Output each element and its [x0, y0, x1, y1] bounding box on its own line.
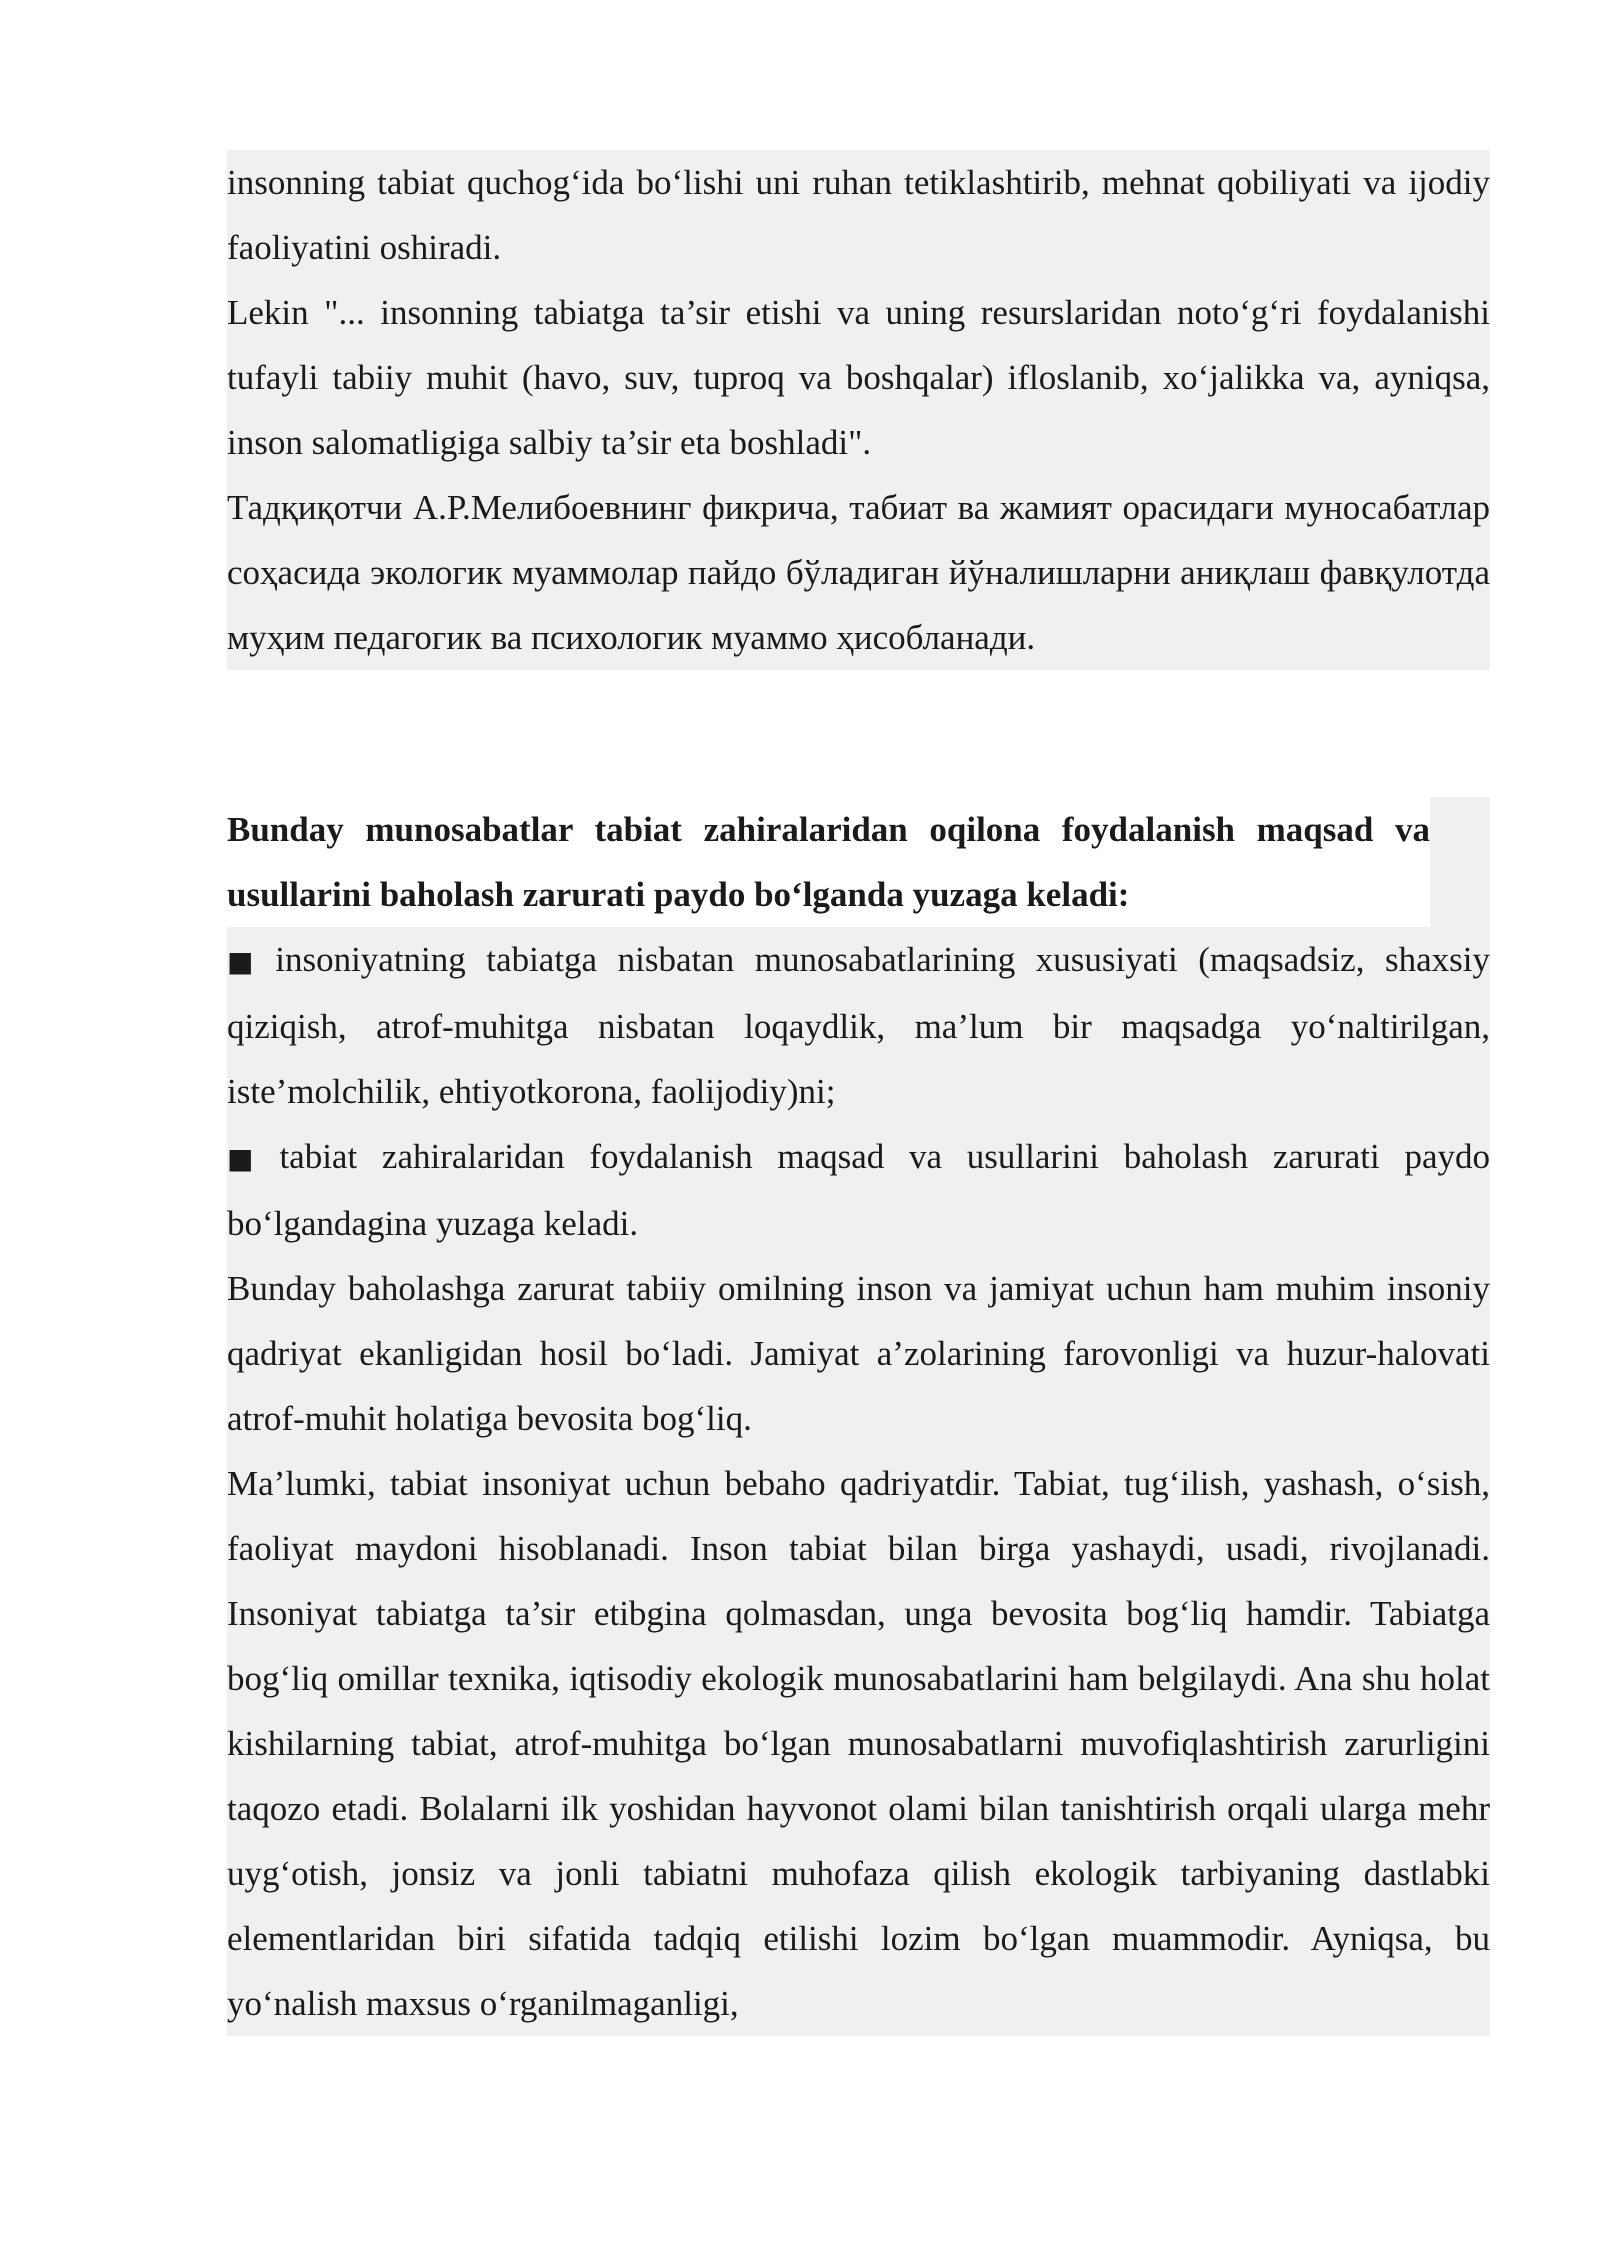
text-block-1 [227, 150, 1490, 670]
paragraph-1: insonning tabiat quchog‘ida bo‘lishi uni ruhan tetiklashtirib, mehnat qobiliyati va ijodiy faoliyatini oshiradi. [227, 163, 1490, 267]
paragraph-5: Ma’lumki, tabiat insoniyat uchun bebaho qadriyatdir. Tabiat, tug‘ilish, yashash, o‘sish, faoliyat maydoni hisoblanadi. Inson tabiat bilan birga yashaydi, usadi, rivojlanadi. Insoniyat tabiatga ta’sir etibgina qolmasdan, unga bevosita bog‘liq hamdir. Tabiatga bog‘liq omillar texnika, iqtisodiy ekologik munosabatlarini ham belgilaydi. Ana shu holat kishilarning tabiat, atrof-muhitga bo‘lgan munosabatlarni muvofiqlashtirish zarurligini taqozo etadi. Bolalarni ilk yoshidan hayvonot olami bilan tanishtirish orqali ularga mehr uyg‘otish, jonsiz va jonli tabiatni muhofaza qilish ekologik tarbiyaning dastlabki elementlaridan biri sifatida tadqiq etilishi lozim bo‘lgan muammodir. Ayniqsa, bu yo‘nalish maxsus o‘rganilmaganligi, [227, 1464, 1490, 2023]
section-heading: Bunday munosabatlar tabiat zahiralaridan oqilona foydalanish maqsad va usullarini baholash zarurati paydo bo‘lganda yuzaga keladi: [227, 797, 1430, 927]
bullet-item-2-text: tabiat zahiralaridan foydalanish maqsad va usullarini baholash zarurati paydo bo‘lgandagina yuzaga keladi. [227, 1137, 1490, 1243]
bullet-square-icon: ■ [227, 945, 266, 978]
paragraph-4: Bunday baholashga zarurat tabiiy omilning inson va jamiyat uchun ham muhim insoniy qadriyat ekanligidan hosil bo‘ladi. Jamiyat a’zolarining farovonligi va huzur-halovati atrof-muhit holatiga bevosita bog‘liq. [227, 1269, 1490, 1438]
bullet-square-icon: ■ [227, 1142, 270, 1175]
bullet-item-1-text: insoniyatning tabiatga nisbatan munosabatlarining xususiyati (maqsadsiz, shaxsiy qiziqish, atrof-muhitga nisbatan loqaydlik, ma’lum bir maqsadga yo‘naltirilgan, iste’molchilik, ehtiyotkorona, faolijodiy)ni; [227, 940, 1490, 1111]
bullet-item-2 [227, 1124, 1490, 1256]
paragraph-3: Тадқиқотчи А.Р.Мелибоевнинг фикрича, табиат ва жамият орасидаги муносабатлар соҳасида экологик муаммолар пайдо бўладиган йўналишларни аниқлаш фавқулотда муҳим педагогик ва психологик муаммо ҳисобланади. [227, 488, 1490, 657]
bullet-item-1 [227, 927, 1490, 1124]
text-block-2 [227, 797, 1490, 2036]
paragraph-2: Lekin "... insonning tabiatga ta’sir etishi va uning resurslaridan noto‘g‘ri foydalanishi tufayli tabiiy muhit (havo, suv, tuproq va boshqalar) ifloslanib, xo‘jalikka va, ayniqsa, inson salomatligiga salbiy ta’sir eta boshladi". [227, 293, 1490, 462]
